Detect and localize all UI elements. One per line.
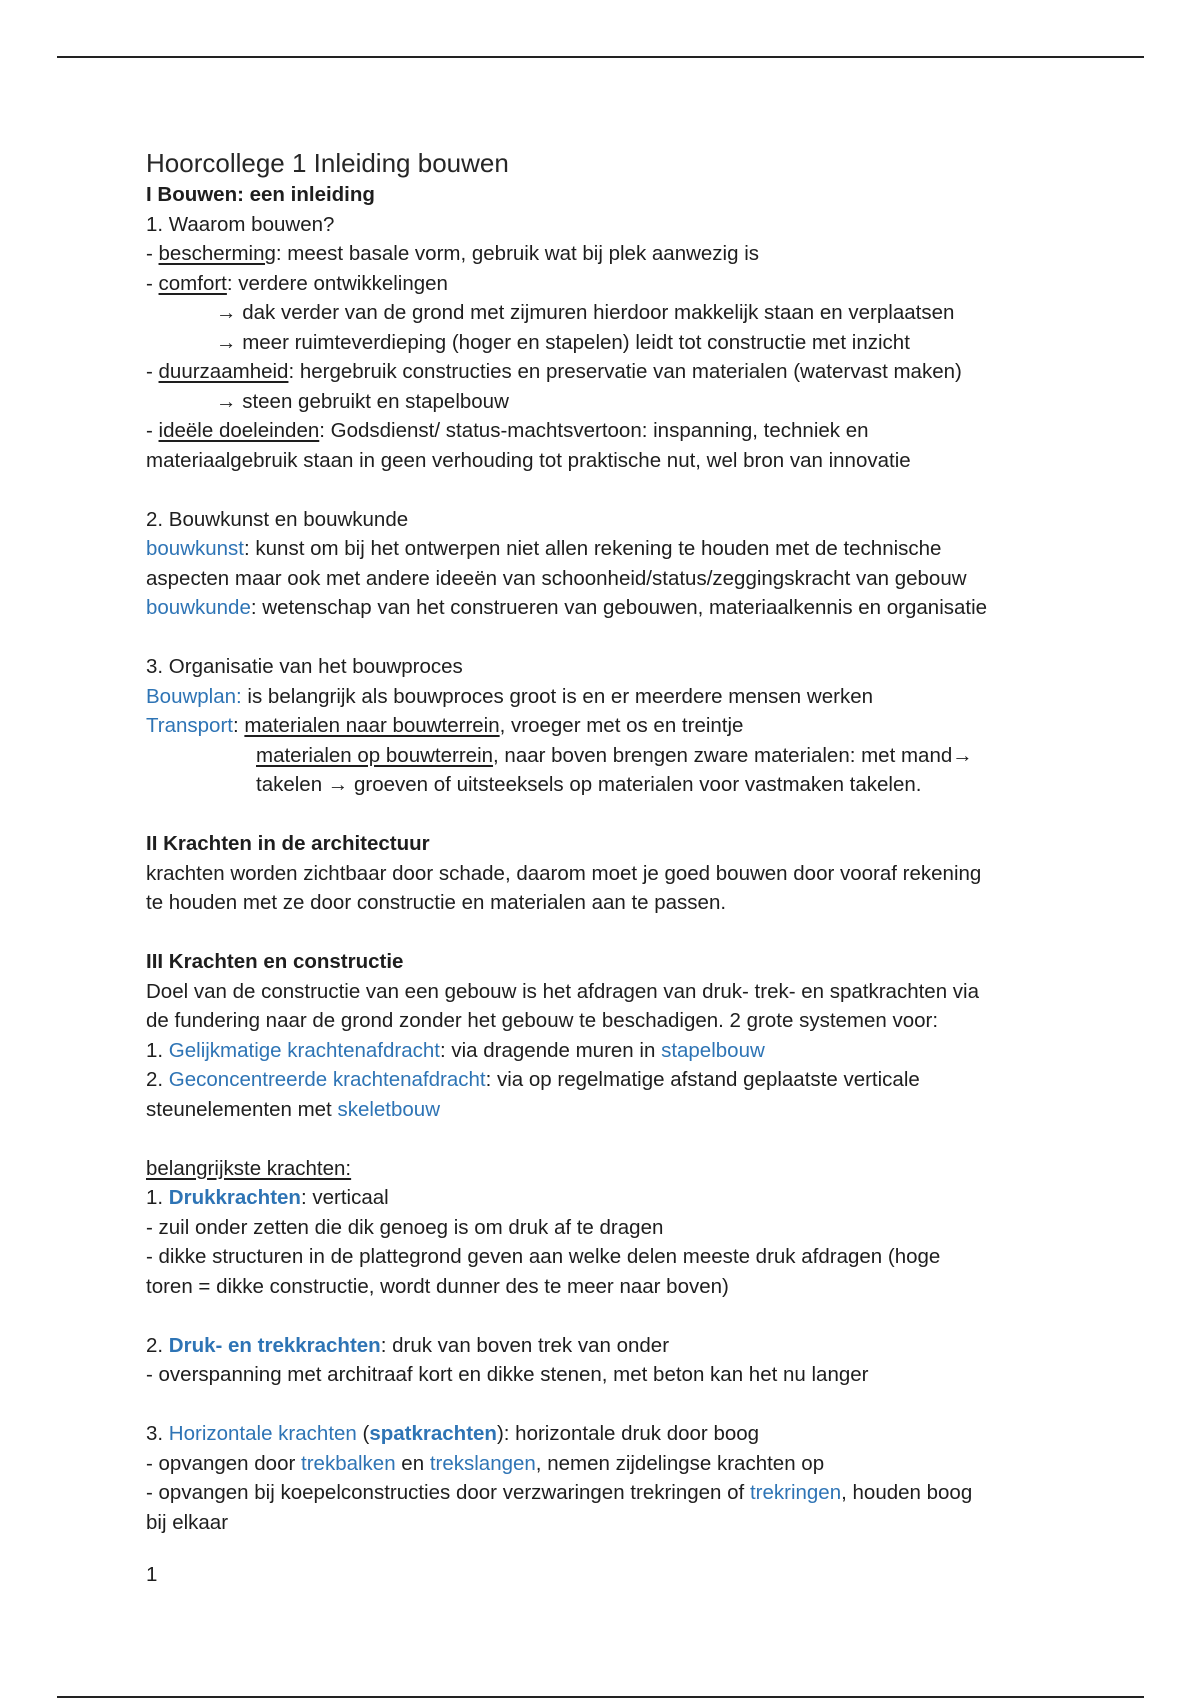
text-line: - dikke structuren in de plattegrond geven aan welke delen meeste druk afdragen (hoge xyxy=(146,1245,941,1268)
section-heading-3: III Krachten en constructie xyxy=(146,950,404,973)
document-body xyxy=(146,146,1086,1590)
definition-line: bouwkunst: kunst om bij het ontwerpen niet allen rekening te houden met de technische xyxy=(146,537,942,560)
term-comfort: comfort xyxy=(158,271,227,295)
definition-line: Bouwplan: is belangrijk als bouwproces groot is en er meerdere mensen werken xyxy=(146,684,873,708)
list-item: - bescherming: meest basale vorm, gebruik wat bij plek aanwezig is xyxy=(146,242,760,265)
text-line: Doel van de constructie van een gebouw is het afdragen van druk- trek- en spatkrachten via xyxy=(146,979,980,1003)
page-title: Hoorcollege 1 Inleiding bouwen xyxy=(146,148,509,178)
list-item: 1. Drukkrachten: verticaal xyxy=(146,1186,389,1209)
text-line: materialen op bouwterrein, naar boven brengen zware materialen: met mand→ xyxy=(256,743,973,767)
term-bouwplan: Bouwplan: xyxy=(146,684,242,708)
text-line: materiaalgebruik staan in geen verhouding tot praktische nut, wel bron van innovatie xyxy=(146,448,911,472)
text-line: - zuil onder zetten die dik genoeg is om druk af te dragen xyxy=(146,1215,664,1239)
term-bescherming: bescherming xyxy=(158,242,276,265)
page-number: 1 xyxy=(146,1563,158,1586)
definition-line: bouwkunde: wetenschap van het construeren van gebouwen, materiaalkennis en organisatie xyxy=(146,596,988,619)
arrow-item: → dak verder van de grond met zijmuren hierdoor makkelijk staan en verplaatsen xyxy=(216,301,955,324)
text-line: takelen → groeven of uitsteeksels op materialen voor vastmaken takelen. xyxy=(256,773,922,796)
text-line: - overspanning met architraaf kort en dikke stenen, met beton kan het nu langer xyxy=(146,1363,869,1386)
text-line: - opvangen door trekbalken en trekslangen, nemen zijdelingse krachten op xyxy=(146,1451,825,1475)
footer-rule xyxy=(57,1696,1144,1698)
list-item: 1. Gelijkmatige krachtenafdracht: via dragende muren in stapelbouw xyxy=(146,1038,765,1062)
term-bouwkunst: bouwkunst xyxy=(146,537,245,560)
subheading-bouwkunst: 2. Bouwkunst en bouwkunde xyxy=(146,507,409,531)
list-item: 3. Horizontale krachten (spatkrachten): horizontale druk door boog xyxy=(146,1422,760,1445)
subheading-waarom: 1. Waarom bouwen? xyxy=(146,212,335,236)
section-heading-1: I Bouwen: een inleiding xyxy=(146,183,375,206)
text-line: te houden met ze door constructie en materialen aan te passen. xyxy=(146,891,727,914)
text-line: aspecten maar ook met andere ideeën van schoonheid/status/zeggingskracht van gebouw xyxy=(146,566,967,590)
list-item: - duurzaamheid: hergebruik constructies en preservatie van materialen (watervast maken) xyxy=(146,360,962,383)
section-heading-2: II Krachten in de architectuur xyxy=(146,832,430,855)
arrow-item: → meer ruimteverdieping (hoger en stapelen) leidt tot constructie met inzicht xyxy=(216,330,910,354)
list-item: 2. Druk- en trekkrachten: druk van boven trek van onder xyxy=(146,1333,670,1357)
subheading-organisatie: 3. Organisatie van het bouwproces xyxy=(146,655,463,678)
list-item: 2. Geconcentreerde krachtenafdracht: via op regelmatige afstand geplaatste verticale xyxy=(146,1068,920,1091)
list-item: - ideële doeleinden: Godsdienst/ status-machtsvertoon: inspanning, techniek en xyxy=(146,419,869,442)
term-transport: Transport xyxy=(146,714,233,737)
text-line: - opvangen bij koepelconstructies door verzwaringen trekringen of trekringen, houden boog xyxy=(146,1481,973,1504)
term-duurzaamheid: duurzaamheid xyxy=(158,360,289,383)
text-line: krachten worden zichtbaar door schade, daarom moet je goed bouwen door vooraf rekening xyxy=(146,861,982,885)
text-line: bij elkaar xyxy=(146,1510,229,1534)
subheading-belangrijkste-krachten: belangrijkste krachten: xyxy=(146,1156,352,1180)
term-bouwkunde: bouwkunde xyxy=(146,596,251,619)
header-rule xyxy=(57,56,1144,58)
term-ideele-doeleinden: ideële doeleinden xyxy=(158,419,320,442)
text-line: de fundering naar de grond zonder het gebouw te beschadigen. 2 grote systemen voor: xyxy=(146,1009,939,1032)
text-line: toren = dikke constructie, wordt dunner des te meer naar boven) xyxy=(146,1274,729,1298)
list-item: - comfort: verdere ontwikkelingen xyxy=(146,271,448,295)
definition-line: Transport: materialen naar bouwterrein, vroeger met os en treintje xyxy=(146,714,744,737)
arrow-item: → steen gebruikt en stapelbouw xyxy=(216,389,509,413)
text-line: steunelementen met skeletbouw xyxy=(146,1097,441,1121)
